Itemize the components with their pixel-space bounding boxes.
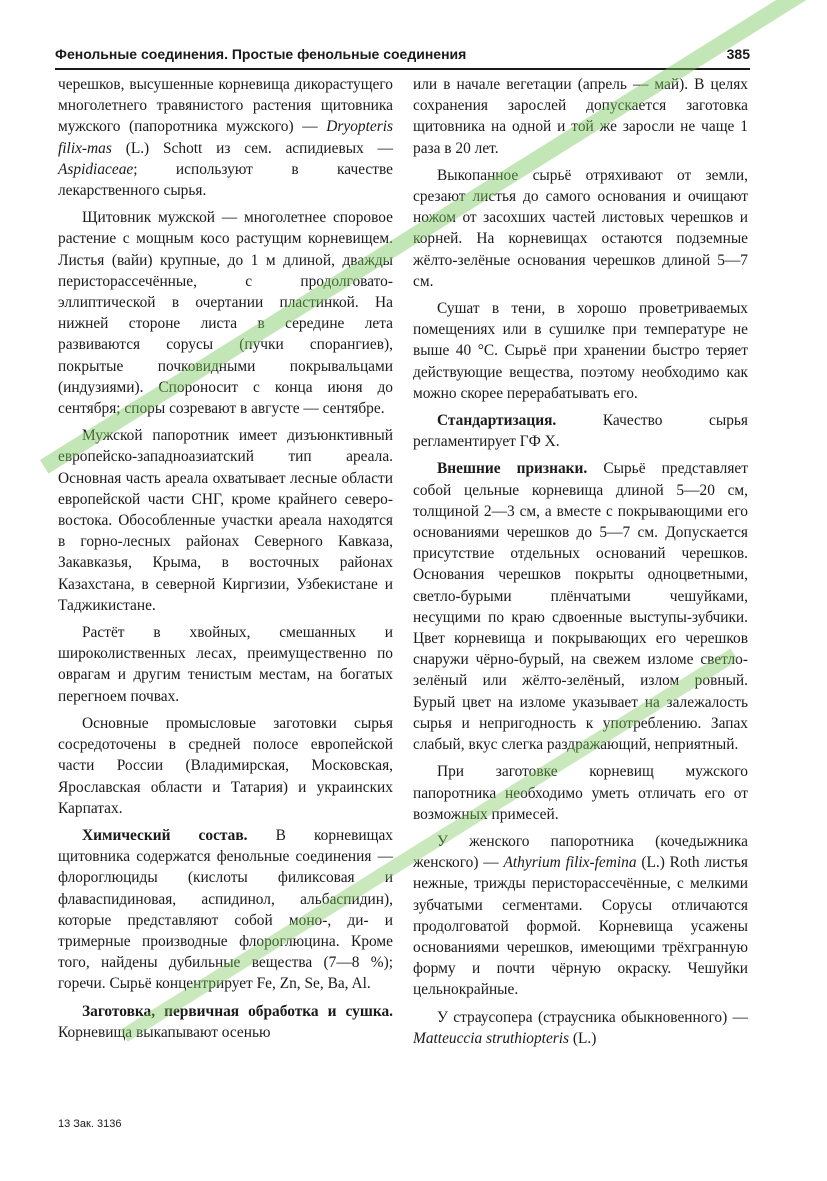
section-heading: Заготовка, первичная обработка и сушка.	[82, 1002, 393, 1020]
paragraph-standardization: Стандартизация. Качество сырья регламентирует ГФ X.	[413, 412, 748, 451]
section-heading: Химический состав.	[82, 826, 248, 844]
paragraph: или в начале вегетации (апрель — май). В целях сохранения зарослей допускается заготовка щитовника на одной и той же заросли не чаще 1 раза в 20 лет.	[413, 76, 748, 157]
paragraph: черешков, высушенные корневища дикорастущего многолетнего травянистого растения щитовника мужского (папоротника мужского) — Dryopteris filix-mas (L.) Schott из сем. аспидиевых — Aspidiaceae; используют в качестве лекарственного сырья.	[58, 76, 393, 200]
printer-mark: 13 Зак. 3136	[58, 1118, 122, 1130]
paragraph: Основные промысловые заготовки сырья сосредоточены в средней полосе европейской части России (Владимирская, Московская, Ярославская области и Татария) и украинских Карпатах.	[58, 714, 393, 817]
section-heading: Стандартизация.	[437, 412, 557, 430]
paragraph: Щитовник мужской — многолетнее споровое растение с мощным косо растущим корневищем. Листья (вайи) крупные, до 1 м длиной, дважды перисторассечённые, с продолговато-эллиптической в очертании пластинкой. На нижней стороне листа в середине лета развиваются сорусы (пучки спорангиев), покрытые почковидными покрывальцами (индузиями). Спороносит с конца июня до сентября; споры созревают в августе — сентябре.	[58, 209, 393, 418]
paragraph-harvesting: Заготовка, первичная обработка и сушка. Корневища выкапывают осенью	[58, 1002, 393, 1041]
paragraph: Сушат в тени, в хорошо проветриваемых помещениях или в сушилке при температуре не выше 40 °С. Сырьё при хранении быстро теряет действующие вещества, поэтому необходимо как можно скорее перерабатывать его.	[413, 300, 748, 402]
paragraph: Растёт в хвойных, смешанных и широколиственных лесах, преимущественно по оврагам и другим тенистым местам, на богатых перегноем почвах.	[58, 624, 393, 705]
paragraph: У страусопера (страусника обыкновенного) — Matteuccia struthiopteris (L.)	[413, 1008, 748, 1047]
paragraph-external-features: Внешние признаки. Сырьё представляет собой цельные корневища длиной 5—20 см, толщиной 2—3 см, а вместе с покрывающими его основаниями черешков до 5—7 см. Допускается присутствие отдельных оснований черешков. Основания черешков покрыты одноцветными, светло-бурыми плёнчатыми чешуйками, несущими по краю сдвоенные выступы-зубчики. Цвет корневища и покрывающих его черешков снаружи чёрно-бурый, на свежем изломе светло-зелёный или жёлто-зелёный, излом ровный. Бурый цвет на изломе указывает на залежалость сырья и непригодность к употреблению. Запах слабый, вкус слегка раздражающий, неприятный.	[413, 460, 748, 754]
left-column	[58, 74, 393, 1043]
running-header	[55, 42, 750, 70]
paragraph-chemical-composition: Химический состав. В корневищах щитовника содержатся фенольные соединения — флороглюциды (кислоты филиксовая и флаваспидиновая, аспидинол, альбаспидин), которые представляют собой моно-, ди- и тримерные производные флороглюцина. Кроме того, найдены дубильные вещества (7—8 %); горечи. Сырьё концентрирует Fe, Zn, Se, Ba, Al.	[58, 826, 393, 993]
paragraph: При заготовке корневищ мужского папоротника необходимо уметь отличать его от возможных примесей.	[413, 763, 748, 823]
header-title: Фенольные соединения. Простые фенольные соединения	[55, 46, 467, 62]
paragraph: У женского папоротника (кочедыжника женского) — Athyrium filix-femina (L.) Roth листья нежные, трижды перисторассечённые, с мелкими зубчатыми сегментами. Сорусы отличаются продолговатой формой. Корневища усажены основаниями черешков, имеющими трёхгранную форму и почти чёрную окраску. Чешуйки цельнокрайные.	[413, 832, 748, 999]
section-heading: Внешние признаки.	[437, 460, 588, 478]
paragraph: Мужской папоротник имеет дизъюнктивный европейско-западноазиатский тип ареала. Основная часть ареала охватывает лесные области европейской части СНГ, кроме крайнего северо-востока. Обособленные участки ареала находятся в горно-лесных районах Северного Кавказа, Закавказья, Крыма, в восточных районах Казахстана, в северной Киргизии, Узбекистане и Таджикистане.	[58, 427, 393, 614]
page-number: 385	[726, 46, 750, 62]
paragraph: Выкопанное сырьё отряхивают от земли, срезают листья до самого основания и очищают ножом от засохших частей листовых черешков и корней. На корневищах остаются подземные жёлто-зелёные основания черешков длиной 5—7 см.	[413, 166, 748, 290]
right-column	[413, 74, 748, 1049]
